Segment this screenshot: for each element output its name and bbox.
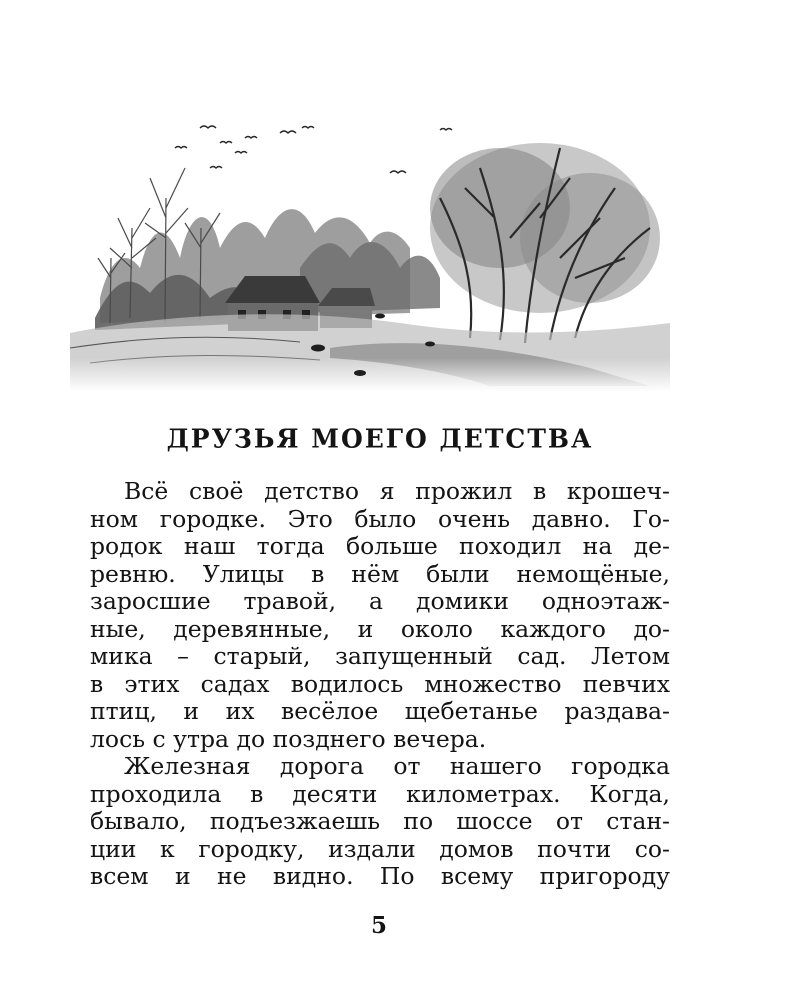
- landscape-illustration: [70, 108, 670, 392]
- text-line: Всё своё детство я прожил в крошеч-: [124, 478, 670, 505]
- text-line: ции к городку, издали домов почти со-: [90, 835, 670, 863]
- text-line: ные, деревянные, и около каждого до-: [90, 615, 670, 643]
- right-trees: [430, 143, 660, 343]
- text-line: родок наш тогда больше походил на де-: [90, 533, 670, 560]
- text-line: в этих садах водилось множество певчих: [90, 670, 670, 698]
- text-line: ном городке. Это было очень давно. Го-: [90, 505, 670, 533]
- text-line: всем и не видно. По всему пригороду: [90, 863, 670, 890]
- ground: [70, 314, 670, 392]
- body-text: [90, 478, 670, 891]
- chapter-title: ДРУЗЬЯ МОЕГО ДЕТСТВА: [166, 423, 594, 454]
- text-line: мика – старый, запущенный сад. Летом: [90, 643, 670, 670]
- text-line: бывало, подъезжаешь по шоссе от стан-: [90, 808, 670, 835]
- birds-in-sky: [175, 126, 452, 173]
- text-line: заросшие травой, а домики одноэтаж-: [90, 588, 670, 615]
- text-line: Железная дорога от нашего городка: [124, 753, 670, 780]
- text-line: лось с утра до позднего вечера.: [90, 725, 487, 753]
- text-line: проходила в десяти километрах. Когда,: [90, 780, 670, 808]
- page-number: 5: [370, 912, 387, 939]
- text-line: ревню. Улицы в нём были немощёные,: [90, 560, 670, 588]
- text-line: птиц, и их весёлое щебетанье раздава-: [90, 698, 670, 725]
